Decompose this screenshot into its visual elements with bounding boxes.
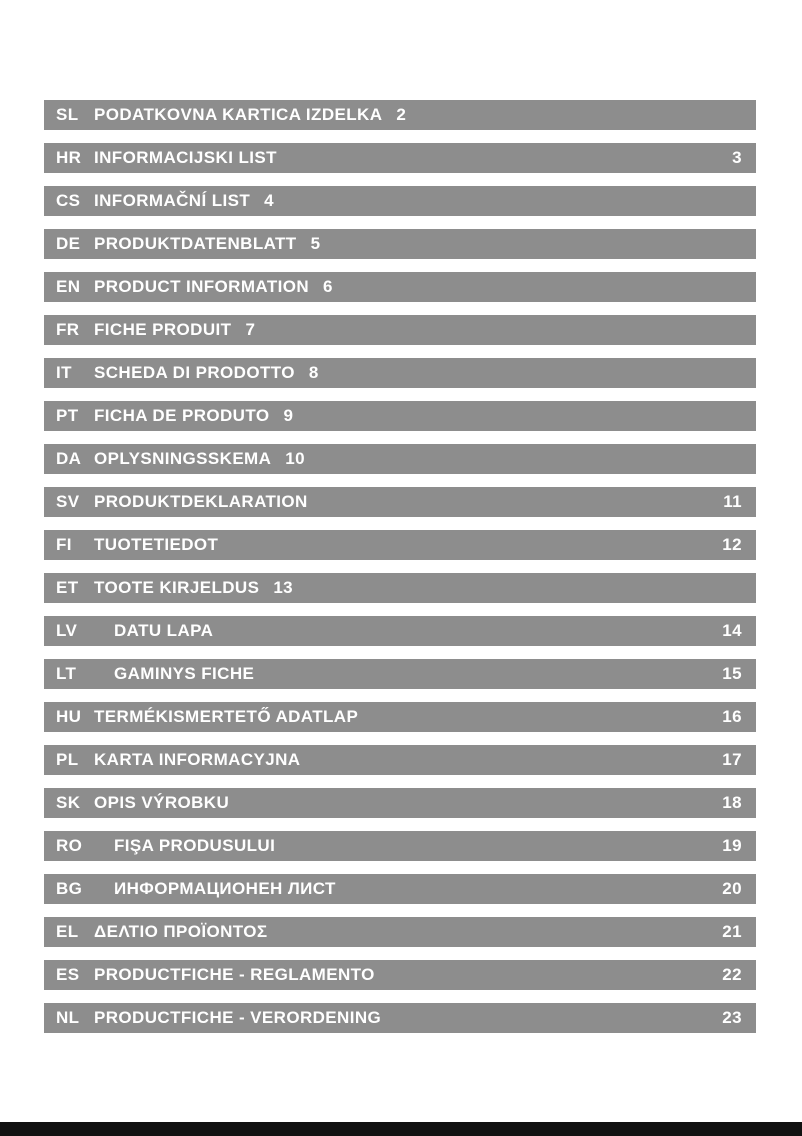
page-number: 15: [722, 664, 742, 683]
language-code: DA: [56, 449, 82, 468]
language-code: PL: [56, 750, 79, 769]
toc-entry: [44, 573, 756, 603]
page-number: 23: [722, 1008, 742, 1027]
page-number: 17: [722, 750, 742, 769]
page-number: 10: [285, 449, 306, 468]
page-number: 7: [245, 320, 256, 339]
toc-entry: [44, 315, 756, 345]
page-number: 11: [723, 492, 742, 511]
entry-title: OPLYSNINGSSKEMA: [94, 449, 272, 468]
language-code: BG: [56, 879, 83, 898]
page-number: 6: [323, 277, 333, 296]
entry-title: PRODUKTDEKLARATION: [94, 492, 308, 511]
page-number: 9: [283, 406, 294, 425]
entry-title: PRODUCT INFORMATION: [94, 277, 310, 296]
toc-entry: [44, 186, 756, 216]
language-code: CS: [56, 191, 81, 210]
language-code: IT: [56, 363, 72, 382]
language-code: EL: [56, 922, 79, 941]
entry-title: PRODUCTFICHE - VERORDENING: [94, 1008, 382, 1027]
toc-entry: [44, 100, 756, 130]
toc-entry: [44, 917, 756, 947]
toc-entry: [44, 229, 756, 259]
page-number: 3: [732, 148, 742, 167]
page-number: 4: [264, 191, 275, 210]
page-number: 16: [722, 707, 742, 726]
toc-entry: [44, 444, 756, 474]
language-code: FI: [56, 535, 72, 554]
language-code: EN: [56, 277, 81, 296]
language-code: DE: [56, 234, 81, 253]
entry-title: ИНФОРМАЦИОНЕН ЛИСТ: [114, 879, 336, 898]
entry-title: TOOTE KIRJELDUS: [94, 578, 260, 597]
page-number: 8: [308, 363, 319, 382]
page-number: 13: [273, 578, 294, 597]
entry-title: TUOTETIEDOT: [94, 535, 219, 554]
page-number: 21: [722, 922, 742, 941]
entry-title: SCHEDA DI PRODOTTO: [94, 363, 295, 382]
language-code: LT: [56, 664, 77, 683]
entry-title: PRODUCTFICHE - REGLAMENTO: [94, 965, 375, 984]
toc-entry: [44, 702, 756, 732]
language-code: SV: [56, 492, 80, 511]
toc-entry: [44, 1003, 756, 1033]
entry-title: TERMÉKISMERTETŐ ADATLAP: [94, 707, 359, 726]
language-code: FR: [56, 320, 80, 339]
language-code: ES: [56, 965, 80, 984]
toc-entry: [44, 530, 756, 560]
entry-title: FICHA DE PRODUTO: [94, 406, 270, 425]
toc-entry: [44, 487, 756, 517]
entry-title: INFORMACIJSKI LIST: [94, 148, 277, 167]
page-number: 14: [722, 621, 742, 640]
language-code: LV: [56, 621, 78, 640]
page-number: 20: [722, 879, 742, 898]
page-number: 22: [722, 965, 742, 984]
toc-entry: [44, 960, 756, 990]
entry-title: GAMINYS FICHE: [114, 664, 255, 683]
page-number: 5: [310, 234, 321, 253]
toc-entry: [44, 831, 756, 861]
toc-entry: [44, 874, 756, 904]
language-code: NL: [56, 1008, 80, 1027]
entry-title: KARTA INFORMACYJNA: [94, 750, 301, 769]
toc-entry: [44, 358, 756, 388]
footer-bar: [0, 1122, 802, 1136]
entry-title: DATU LAPA: [114, 621, 214, 640]
toc-list: [44, 100, 756, 1046]
toc-entry: [44, 745, 756, 775]
toc-entry: [44, 401, 756, 431]
entry-title: FIŞA PRODUSULUI: [114, 836, 276, 855]
page-number: 12: [722, 535, 742, 554]
page-number: 19: [722, 836, 742, 855]
entry-title: PRODUKTDATENBLATT: [94, 234, 297, 253]
page-number: 2: [396, 105, 407, 124]
entry-title: INFORMAČNÍ LIST: [94, 191, 251, 210]
entry-title: ΔΕΛΤΙΟ ΠΡΟΪΟΝΤΟΣ: [94, 922, 268, 941]
language-code: RO: [56, 836, 83, 855]
language-code: HR: [56, 148, 82, 167]
toc-entry: [44, 272, 756, 302]
toc-entry: [44, 143, 756, 173]
entry-title: OPIS VÝROBKU: [94, 793, 230, 812]
language-code: SL: [56, 105, 79, 124]
toc-entry: [44, 788, 756, 818]
toc-entry: [44, 616, 756, 646]
language-code: HU: [56, 707, 82, 726]
language-code: ET: [56, 578, 79, 597]
language-code: SK: [56, 793, 81, 812]
language-code: PT: [56, 406, 79, 425]
page-number: 18: [722, 793, 742, 812]
toc-entry: [44, 659, 756, 689]
entry-title: FICHE PRODUIT: [94, 320, 232, 339]
entry-title: PODATKOVNA KARTICA IZDELKA: [94, 105, 383, 124]
